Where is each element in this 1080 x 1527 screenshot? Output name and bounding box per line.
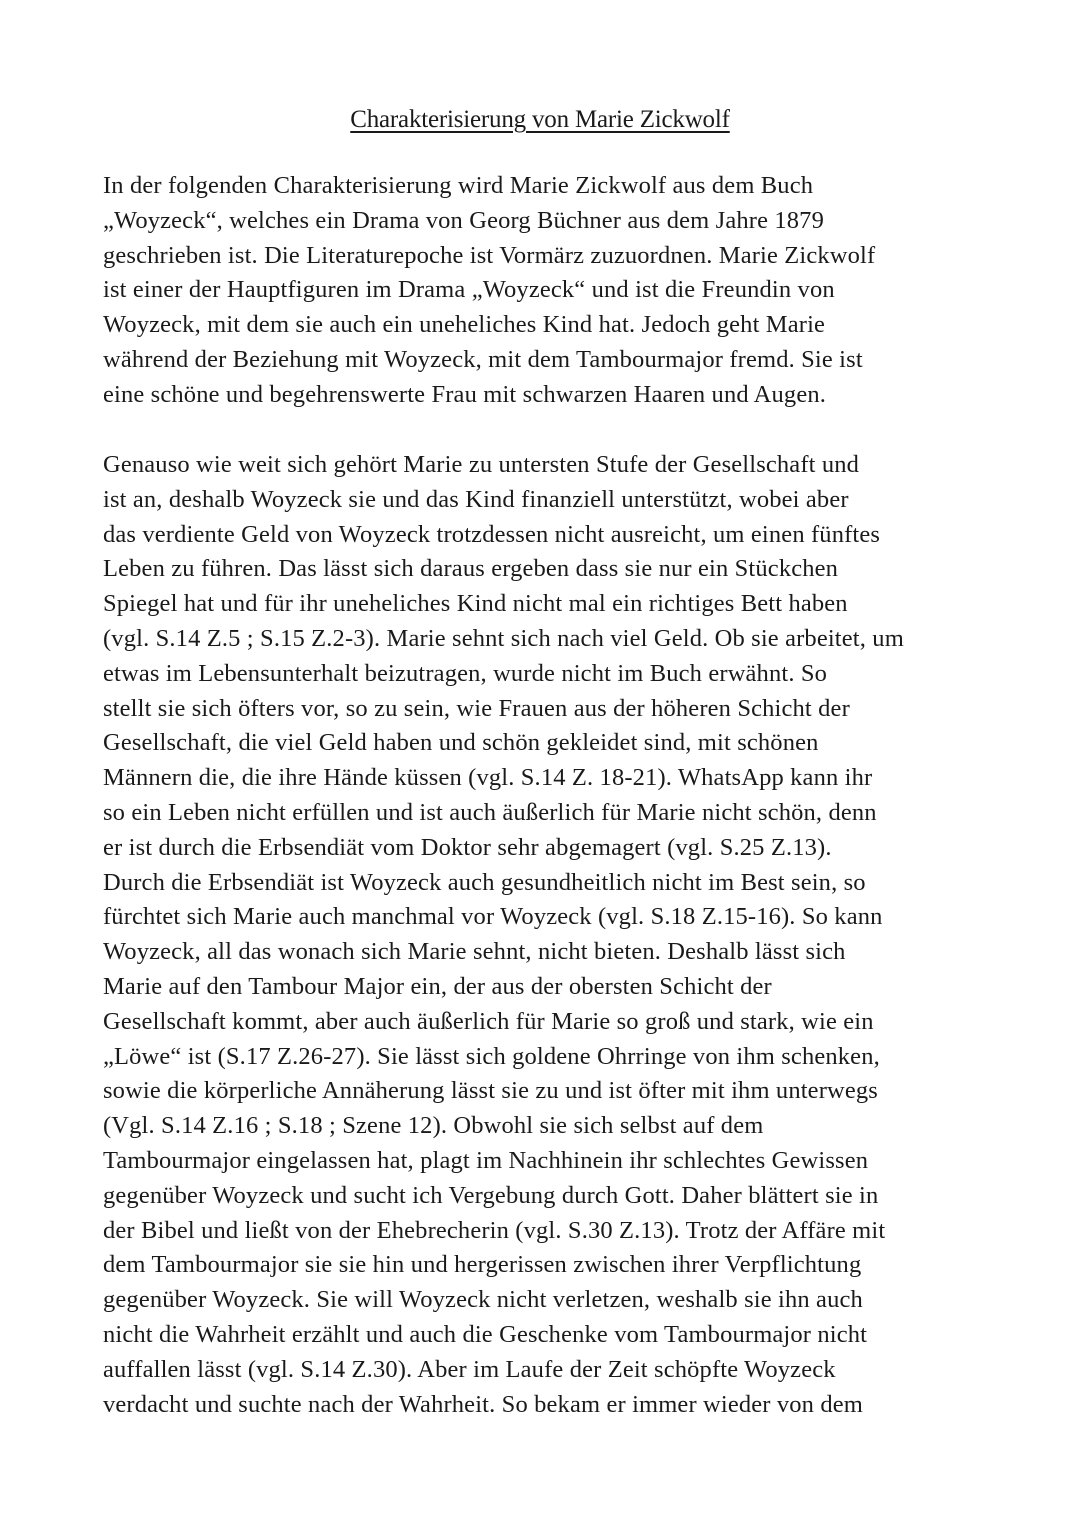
text-line: das verdiente Geld von Woyzeck trotzdessen nicht ausreicht, um einen fünftes bbox=[103, 520, 881, 548]
document-title: Charakterisierung von Marie Zickwolf bbox=[350, 106, 730, 133]
text-line: auffallen lässt (vgl. S.14 Z.30). Aber im Laufe der Zeit schöpfte Woyzeck bbox=[103, 1355, 836, 1383]
text-line: der Bibel und ließt von der Ehebrecherin (vgl. S.30 Z.13). Trotz der Affäre mit bbox=[103, 1216, 886, 1244]
text-line: nicht die Wahrheit erzählt und auch die Geschenke vom Tambourmajor nicht bbox=[103, 1320, 868, 1348]
text-line: Tambourmajor eingelassen hat, plagt im Nachhinein ihr schlechtes Gewissen bbox=[103, 1146, 869, 1174]
text-line: ist einer der Hauptfiguren im Drama „Woyzeck“ und ist die Freundin von bbox=[103, 276, 835, 304]
text-line: so ein Leben nicht erfüllen und ist auch äußerlich für Marie nicht schön, denn bbox=[103, 798, 877, 826]
text-line: er ist durch die Erbsendiät vom Doktor sehr abgemagert (vgl. S.25 Z.13). bbox=[103, 833, 832, 861]
text-line: ist an, deshalb Woyzeck sie und das Kind finanziell unterstützt, wobei aber bbox=[103, 485, 849, 513]
text-line: etwas im Lebensunterhalt beizutragen, wurde nicht im Buch erwähnt. So bbox=[103, 659, 828, 687]
text-line: verdacht und suchte nach der Wahrheit. So bekam er immer wieder von dem bbox=[103, 1390, 863, 1418]
text-line: fürchtet sich Marie auch manchmal vor Woyzeck (vgl. S.18 Z.15-16). So kann bbox=[103, 903, 883, 931]
text-line: sowie die körperliche Annäherung lässt sie zu und ist öfter mit ihm unterwegs bbox=[103, 1077, 878, 1105]
text-line: gegenüber Woyzeck. Sie will Woyzeck nicht verletzen, weshalb sie ihn auch bbox=[103, 1286, 863, 1314]
text-line: Durch die Erbsendiät ist Woyzeck auch gesundheitlich nicht im Best sein, so bbox=[103, 868, 866, 896]
text-line: Spiegel hat und für ihr uneheliches Kind nicht mal ein richtiges Bett haben bbox=[103, 590, 848, 618]
text-line: „Woyzeck“, welches ein Drama von Georg Büchner aus dem Jahre 1879 bbox=[103, 206, 824, 234]
text-line: (Vgl. S.14 Z.16 ; S.18 ; Szene 12). Obwohl sie sich selbst auf dem bbox=[103, 1112, 764, 1140]
text-line: Männern die, die ihre Hände küssen (vgl. S.14 Z. 18-21). WhatsApp kann ihr bbox=[103, 764, 873, 792]
paragraph-1 bbox=[103, 169, 983, 413]
text-line: (vgl. S.14 Z.5 ; S.15 Z.2-3). Marie sehnt sich nach viel Geld. Ob sie arbeitet, um bbox=[103, 624, 904, 652]
text-line: Gesellschaft, die viel Geld haben und schön gekleidet sind, mit schönen bbox=[103, 729, 819, 757]
text-line: Gesellschaft kommt, aber auch äußerlich für Marie so groß und stark, wie ein bbox=[103, 1007, 874, 1035]
text-line: gegenüber Woyzeck und sucht ich Vergebung durch Gott. Daher blättert sie in bbox=[103, 1181, 879, 1209]
text-line: dem Tambourmajor sie sie hin und hergerissen zwischen ihrer Verpflichtung bbox=[103, 1251, 862, 1279]
text-line: Genauso wie weit sich gehört Marie zu untersten Stufe der Gesellschaft und bbox=[103, 451, 860, 478]
text-line: stellt sie sich öfters vor, so zu sein, wie Frauen aus der höheren Schicht der bbox=[103, 694, 850, 722]
text-line: eine schöne und begehrenswerte Frau mit schwarzen Haaren und Augen. bbox=[103, 380, 827, 408]
text-line: In der folgenden Charakterisierung wird Marie Zickwolf aus dem Buch bbox=[103, 172, 814, 199]
paragraph-2 bbox=[103, 448, 983, 1422]
text-line: Woyzeck, mit dem sie auch ein uneheliches Kind hat. Jedoch geht Marie bbox=[103, 311, 826, 339]
text-line: Marie auf den Tambour Major ein, der aus der obersten Schicht der bbox=[103, 972, 772, 1000]
text-line: Leben zu führen. Das lässt sich daraus ergeben dass sie nur ein Stückchen bbox=[103, 555, 839, 583]
text-line: Woyzeck, all das wonach sich Marie sehnt, nicht bieten. Deshalb lässt sich bbox=[103, 938, 846, 966]
text-line: „Löwe“ ist (S.17 Z.26-27). Sie lässt sich goldene Ohrringe von ihm schenken, bbox=[103, 1042, 880, 1070]
text-line: während der Beziehung mit Woyzeck, mit dem Tambourmajor fremd. Sie ist bbox=[103, 345, 863, 373]
text-line: geschrieben ist. Die Literaturepoche ist Vormärz zuzuordnen. Marie Zickwolf bbox=[103, 241, 876, 269]
